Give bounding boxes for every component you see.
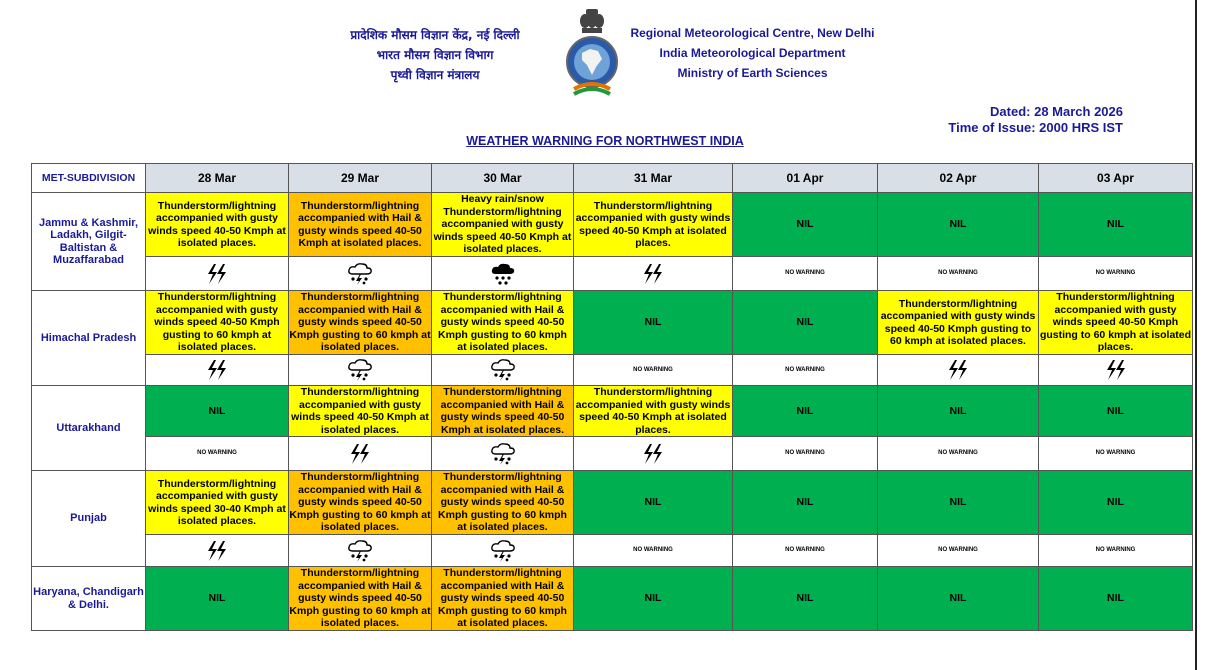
warning-cell: Thunderstorm/lightning accompanied with Hail & gusty winds speed 40-50 Kmph gusting to 60 kmph at isolated places. [432,291,574,355]
date-header: 02 Apr [878,164,1039,193]
warning-row-jammu-kashmir-ladakh-gilgit-baltistan-muzaffarabad [32,193,1193,257]
nil-warning-cell: NIL [733,567,878,631]
date-header: 01 Apr [733,164,878,193]
subdivision-name: Uttarakhand [32,386,146,471]
no-warning-label: NO WARNING [733,535,878,567]
hail-thunderstorm-icon [289,355,432,386]
thunderstorm-lightning-icon [146,355,289,386]
warning-row-uttarakhand [32,386,1193,437]
nil-warning-cell: NIL [1039,193,1193,257]
no-warning-label: NO WARNING [1039,257,1193,291]
no-warning-label: NO WARNING [574,535,733,567]
warning-row-himachal-pradesh [32,291,1193,355]
no-warning-label: NO WARNING [574,355,733,386]
thunderstorm-lightning-icon [289,437,432,471]
date-header: 03 Apr [1039,164,1193,193]
warning-cell: Heavy rain/snow Thunderstorm/lightning accompanied with gusty winds speed 40-50 Kmph at isolated places. [432,193,574,257]
icon-row [32,355,1193,386]
nil-warning-cell: NIL [574,471,733,535]
subdivision-name: Punjab [32,471,146,567]
hail-thunderstorm-icon [432,355,574,386]
warning-cell: Thunderstorm/lightning accompanied with Hail & gusty winds speed 40-50 Kmph at isolated places. [432,386,574,437]
page-border-line [1195,0,1197,670]
no-warning-label: NO WARNING [878,535,1039,567]
warning-cell: Thunderstorm/lightning accompanied with gusty winds speed 40-50 Kmph gusting to 60 kmph at isolated places. [146,291,289,355]
nil-warning-cell: NIL [878,471,1039,535]
warning-cell: Thunderstorm/lightning accompanied with gusty winds speed 40-50 Kmph at isolated places. [289,386,432,437]
warning-cell: Thunderstorm/lightning accompanied with gusty winds speed 40-50 Kmph gusting to 60 kmph at isolated places. [878,291,1039,355]
nil-warning-cell: NIL [878,386,1039,437]
hindi-department-name: भारत मौसम विज्ञान विभाग [376,48,494,62]
hail-thunderstorm-icon [432,437,574,471]
nil-warning-cell: NIL [1039,471,1193,535]
nil-warning-cell: NIL [878,193,1039,257]
warning-cell: Thunderstorm/lightning accompanied with gusty winds speed 40-50 Kmph at isolated places. [146,193,289,257]
nil-warning-cell: NIL [733,291,878,355]
nil-warning-cell: NIL [1039,386,1193,437]
no-warning-label: NO WARNING [878,437,1039,471]
no-warning-label: NO WARNING [878,257,1039,291]
hindi-centre-name: प्रादेशिक मौसम विज्ञान केंद्र, नई दिल्ली [350,28,520,42]
nil-warning-cell: NIL [146,567,289,631]
hail-thunderstorm-icon [432,535,574,567]
warning-cell: Thunderstorm/lightning accompanied with Hail & gusty winds speed 40-50 Kmph gusting to 60 kmph at isolated places. [289,291,431,354]
hindi-ministry-name: पृथ्वी विज्ञान मंत्रालय [390,68,480,82]
imd-emblem-icon [560,5,624,101]
warning-cell: Thunderstorm/lightning accompanied with Hail & gusty winds speed 40-50 Kmph gusting to 60 kmph at isolated places. [289,471,431,534]
subdivision-name: Himachal Pradesh [32,291,146,386]
thunderstorm-lightning-icon [1039,355,1193,386]
thunderstorm-lightning-icon [146,535,289,567]
warning-table [31,163,1193,631]
warning-cell: Thunderstorm/lightning accompanied with gusty winds speed 40-50 Kmph at isolated places. [574,386,733,437]
no-warning-label: NO WARNING [1039,535,1193,567]
warning-title: WEATHER WARNING FOR NORTHWEST INDIA [466,134,744,148]
warning-cell: Thunderstorm/lightning accompanied with Hail & gusty winds speed 40-50 Kmph gusting to 60 kmph at isolated places. [432,471,574,535]
thunderstorm-lightning-icon [146,257,289,291]
warning-cell: Thunderstorm/lightning accompanied with Hail & gusty winds speed 40-50 Kmph gusting to 60 kmph at isolated places. [432,567,574,631]
nil-warning-cell: NIL [733,471,878,535]
date-header: 31 Mar [574,164,733,193]
no-warning-label: NO WARNING [733,355,878,386]
date-header: 29 Mar [289,164,432,193]
warning-cell: Thunderstorm/lightning accompanied with Hail & gusty winds speed 40-50 Kmph gusting to 60 kmph at isolated places. [289,567,431,630]
warning-cell: Thunderstorm/lightning accompanied with gusty winds speed 30-40 Kmph at isolated places. [146,471,289,535]
thunderstorm-lightning-icon [574,437,733,471]
icon-row [32,257,1193,291]
icon-row [32,437,1193,471]
warning-row-haryana-chandigarh-delhi [32,567,1193,631]
header-row [32,164,1193,193]
no-warning-label: NO WARNING [1039,437,1193,471]
icon-row [32,535,1193,567]
thunderstorm-lightning-icon [878,355,1039,386]
english-department-name: India Meteorological Department [659,46,846,60]
subdivision-header: MET-SUBDIVISION [32,164,146,193]
no-warning-label: NO WARNING [146,437,289,471]
nil-warning-cell: NIL [878,567,1039,631]
no-warning-label: NO WARNING [733,437,878,471]
subdivision-name: Haryana, Chandigarh & Delhi. [32,567,146,631]
nil-warning-cell: NIL [146,386,289,437]
warning-cell: Thunderstorm/lightning accompanied with gusty winds speed 40-50 Kmph at isolated places. [574,193,733,257]
english-ministry-name: Ministry of Earth Sciences [677,66,828,80]
warning-cell: Thunderstorm/lightning accompanied with Hail & gusty winds speed 40-50 Kmph at isolated places. [289,193,432,257]
subdivision-name: Jammu & Kashmir, Ladakh, Gilgit-Baltistan & Muzaffarabad [32,193,146,291]
issue-time: Time of Issue: 2000 HRS IST [948,120,1123,135]
date-header: 28 Mar [146,164,289,193]
warning-row-punjab [32,471,1193,535]
hail-thunderstorm-icon [289,535,432,567]
hail-thunderstorm-icon [289,257,432,291]
nil-warning-cell: NIL [574,291,733,355]
issue-info [948,104,1123,136]
heavy-rain-snow-icon [432,257,574,291]
no-warning-label: NO WARNING [733,257,878,291]
nil-warning-cell: NIL [733,193,878,257]
thunderstorm-lightning-icon [574,257,733,291]
english-centre-name: Regional Meteorological Centre, New Delhi [630,26,875,40]
date-header: 30 Mar [432,164,574,193]
issue-date: Dated: 28 March 2026 [990,104,1123,119]
nil-warning-cell: NIL [574,567,733,631]
nil-warning-cell: NIL [733,386,878,437]
warning-cell: Thunderstorm/lightning accompanied with gusty winds speed 40-50 Kmph gusting to 60 kmph at isolated places. [1039,291,1192,354]
nil-warning-cell: NIL [1039,567,1193,631]
